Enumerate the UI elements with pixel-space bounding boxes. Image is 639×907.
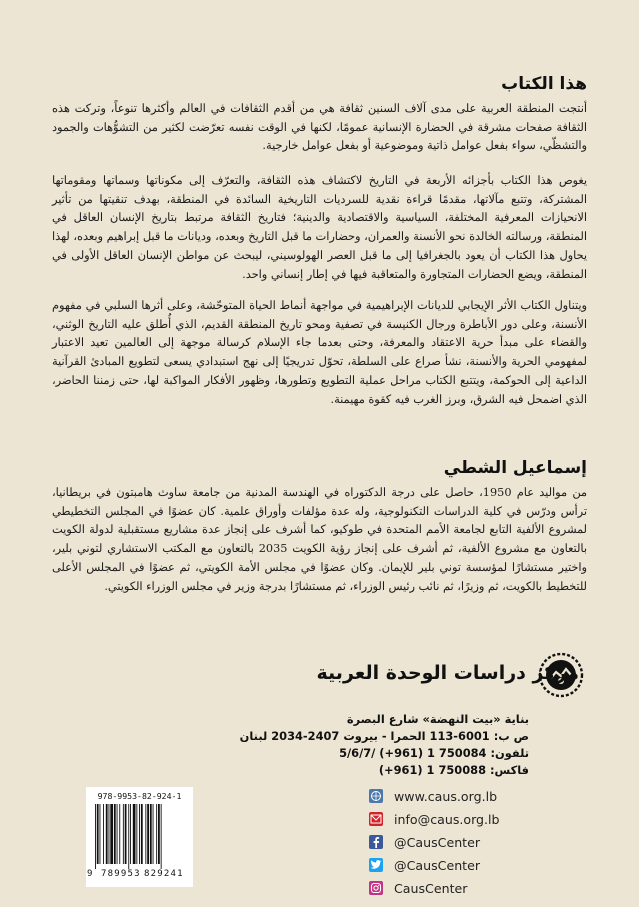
author-heading: إسماعيل الشطي: [443, 458, 587, 478]
instagram-icon: [369, 881, 383, 895]
barcode-bar: [145, 804, 146, 864]
contact-instagram[interactable]: [369, 878, 467, 898]
facebook-handle[interactable]: @CausCenter: [394, 834, 481, 850]
barcode-bar: [100, 804, 101, 864]
barcode-right-digits: 829241: [144, 869, 184, 879]
barcode-bar: [158, 804, 160, 864]
barcode-bar: [106, 804, 108, 864]
barcode-bar: [123, 804, 124, 864]
website-link[interactable]: www.caus.org.lb: [394, 788, 498, 804]
barcode-bar: [150, 804, 152, 864]
barcode-bar: [161, 804, 162, 869]
contact-email[interactable]: [369, 809, 500, 829]
web-icon: [369, 789, 383, 803]
barcode-bar: [139, 804, 140, 864]
barcode-bar: [153, 804, 154, 864]
about-paragraph-1: أنتجت المنطقة العربية على مدى آلاف السنين ثقافة هي من أقدم الثقافات في العالم وأكثرها تنوعاً، وتركت هذه الثقافة صفحات مشرقة في الحضارة الإنسانية عمومًا، لكنها في الوقت نفسه تعرّضت لكثير من التشوُّهات والجمود والتشظّي، سواء بفعل عوامل ذاتية وموضوعية أو بفعل عوامل خارجية.: [52, 102, 587, 153]
barcode-bar: [119, 804, 120, 864]
barcode-bar: [147, 804, 149, 864]
about-paragraph-3: ويتناول الكتاب الأثر الإيجابي للديانات الإبراهيمية في مواجهة أنماط الحياة المتوحّشة، وعلى أثرها السلبي في مفهوم الأنسنة، وعلى دور الأباطرة ورجال الكنيسة في تصفية ومحو تاريخ المنطقة القديم، الذي أُطلق عليه التاريخ الوثني، والقضاء على مبدأ حرية الاعتقاد والمعرفة، وحتى بعدما جاء الإسلام كرسالة موجهة إلى العالمين تعيد الاعتبار لمفهومي الحرية والأنسنة، نشأ صراع على السلطة، تحوّل تدريجيًا إلى نهج استبدادي يسعى لتطويع المبادئ القرآنية الداعية إلى الحوكمة، ويتتبع الكتاب مراحل عملية التطويع وتطورها، وظهور الأفكار المواكبة لها، حتى زمننا الحاضر، الذي اضمحل فيه الشرق، وبرز الغرب فيه كقوة مهيمنة.: [52, 299, 587, 406]
barcode-bar: [109, 804, 110, 864]
about-heading: هذا الكتاب: [501, 74, 587, 94]
barcode-bar: [141, 804, 143, 864]
publisher-fax: فاكس: 750088 1 (961+): [378, 763, 529, 777]
barcode-bar: [133, 804, 136, 864]
barcode-bars: [95, 804, 187, 869]
publisher-phone: تلفون: 750084 1 (961+) /5/6/7: [339, 746, 529, 760]
barcode-first-digit: 9: [87, 869, 93, 879]
contact-website[interactable]: [369, 786, 497, 806]
mail-icon: [369, 812, 383, 826]
barcode-bar: [130, 804, 131, 864]
author-bio: من مواليد عام 1950، حاصل على درجة الدكتوراه في الهندسة المدنية من جامعة ساوث هامبتون في بريطانيا، ترأس ودرّس في كلية الدراسات التكنولوجية، وله عدة مؤلفات وأوراق علمية. كان عضوًا في المجلس التخطيطي لمشروع الألفية التابع لجامعة الأمم المتحدة في طوكيو، كما أشرف على إنجاز عدة مشاريع مستقبلية لدولة الكويت بالتعاون مع مشروع الألفية، ثم أشرف على إنجاز رؤية الكويت 2035 بالتعاون مع المكتب الاستشاري لتوني بلير، واختير مستشارًا لمؤسسة توني بلير للإيمان. وكان عضوًا في مجلس الأمة الكويتي، ثم عضوًا في المجلس الأعلى للتخطيط بالكويت، ثم وزيرًا، ثم نائب رئيس الوزراء، ثم مستشارًا بدرجة وزير في مجلس الوزراء الكويتي.: [52, 486, 587, 593]
contact-facebook[interactable]: [369, 832, 480, 852]
email-link[interactable]: info@caus.org.lb: [394, 811, 500, 827]
twitter-handle[interactable]: @CausCenter: [394, 857, 481, 873]
barcode-left-digits: 789953: [101, 869, 141, 879]
barcode-bar: [114, 804, 116, 864]
isbn-barcode: [86, 787, 193, 887]
contact-twitter[interactable]: [369, 855, 480, 875]
publisher-name: مركز دراسات الوحدة العربية: [316, 662, 579, 684]
barcode-bar: [156, 804, 157, 864]
barcode-bar: [125, 804, 127, 864]
facebook-icon: [369, 835, 383, 849]
publisher-address-pobox: ص ب: 6001-113 الحمرا - بيروت 2407-2034 لبنان: [239, 729, 529, 743]
barcode-bar: [117, 804, 118, 864]
publisher-address-building: بناية «بيت النهضة» شارع البصرة: [346, 712, 529, 726]
barcode-bar: [97, 804, 99, 864]
isbn-number: 978-9953-82-924-1: [97, 791, 182, 801]
barcode-bar: [103, 804, 104, 864]
barcode-bar: [110, 804, 113, 864]
about-paragraph-2: يغوص هذا الكتاب بأجزائه الأربعة في التاريخ لاكتشاف هذه الثقافة، والتعرّف إلى مكوناتها وسماتها ومقوماتها المشتركة، وتتبع مآلاتها، مقدمًا قراءة نقدية للسرديات التاريخية السائدة في المنطقة، بهدف تنقيتها من تأثير الانحيازات المعرفية المختلفة، السياسية والاقتصادية والدينية؛ فتاريخ الثقافة مرتبط بتاريخ الإنسان العاقل في المنطقة، ورسالته الخالدة نحو الأنسنة والعمران، وحضارات ما قبل التاريخ وبعده، وديانات ما قبل إبراهيم وبعده، لهذا يحاول هذا الكتاب أن يعود بالجغرافيا إلى ما قبل العصر الهولوسيني، ليبحث عن مواطن الإنسان العاقل الأولى في المنطقة، ويضع الحضارات المتجاورة والمتعاقبة فيها في إطار إنساني واحد.: [52, 174, 587, 281]
barcode-bar: [128, 804, 129, 869]
barcode-bar: [136, 804, 137, 864]
twitter-icon: [369, 858, 383, 872]
instagram-handle[interactable]: CausCenter: [394, 880, 468, 896]
barcode-bar: [95, 804, 96, 869]
